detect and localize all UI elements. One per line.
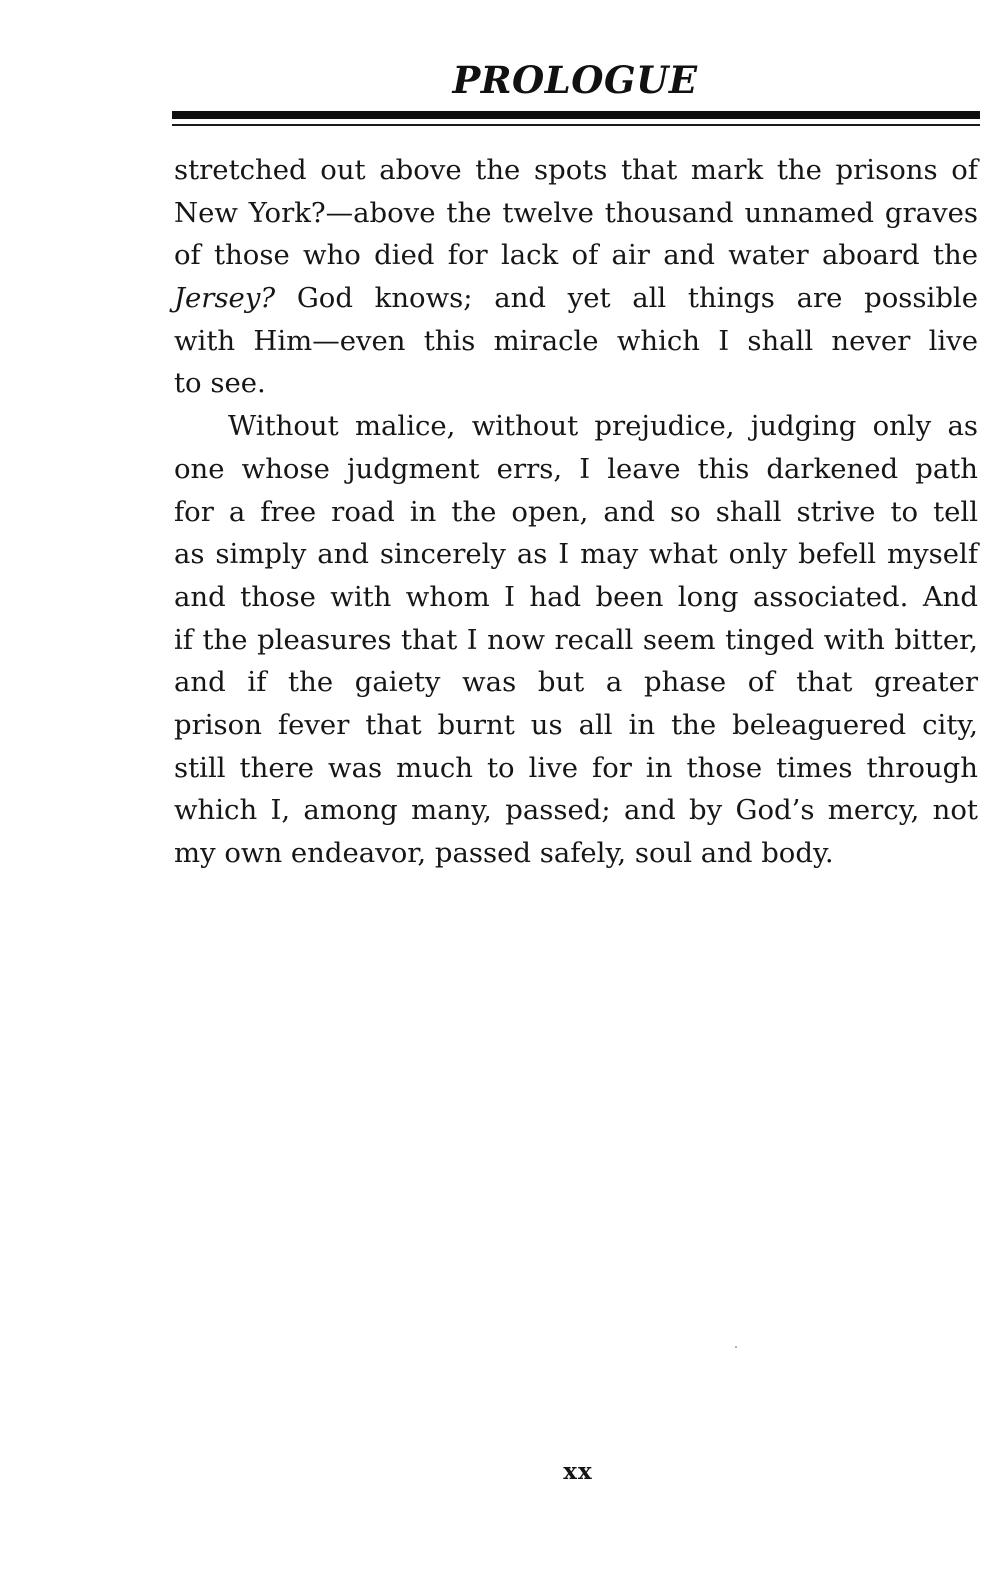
prose-body xyxy=(174,149,978,875)
text-line: still there was much to live for in those times through xyxy=(174,751,978,784)
text-line: for a free road in the open, and so shall strive to tell xyxy=(174,495,978,528)
paper-speck xyxy=(735,1346,737,1348)
header-rule-thin xyxy=(172,124,980,126)
text-line: one whose judgment errs, I leave this darkened path xyxy=(174,452,978,485)
text-line: as simply and sincerely as I may what only befell myself xyxy=(174,538,978,571)
text-line: and those with whom I had been long associated. And xyxy=(174,580,978,613)
text-line: New York?—above the twelve thousand unnamed graves xyxy=(174,196,978,229)
text-line: of those who died for lack of air and water aboard the xyxy=(174,239,978,272)
header-rule-thick xyxy=(172,111,980,119)
text-line-rest: God knows; and yet all things are possible xyxy=(275,282,978,315)
text-line: with Him—even this miracle which I shall never live xyxy=(174,324,978,357)
paragraph-first-line: Without malice, without prejudice, judging only as xyxy=(228,410,978,443)
text-line: if the pleasures that I now recall seem tinged with bitter, xyxy=(174,623,978,656)
text-line: prison fever that burnt us all in the beleaguered city, xyxy=(174,708,978,741)
text-line: stretched out above the spots that mark the prisons of xyxy=(174,154,978,186)
italic-ship-name: Jersey? xyxy=(174,282,276,315)
text-line: which I, among many, passed; and by God’s mercy, not xyxy=(174,794,978,827)
running-head: PROLOGUE xyxy=(452,58,698,102)
text-line xyxy=(174,277,978,320)
page-number: xx xyxy=(563,1458,593,1485)
text-line: my own endeavor, passed safely, soul and body. xyxy=(174,837,834,869)
text-line: to see. xyxy=(174,367,266,400)
text-line: and if the gaiety was but a phase of that greater xyxy=(174,666,978,699)
